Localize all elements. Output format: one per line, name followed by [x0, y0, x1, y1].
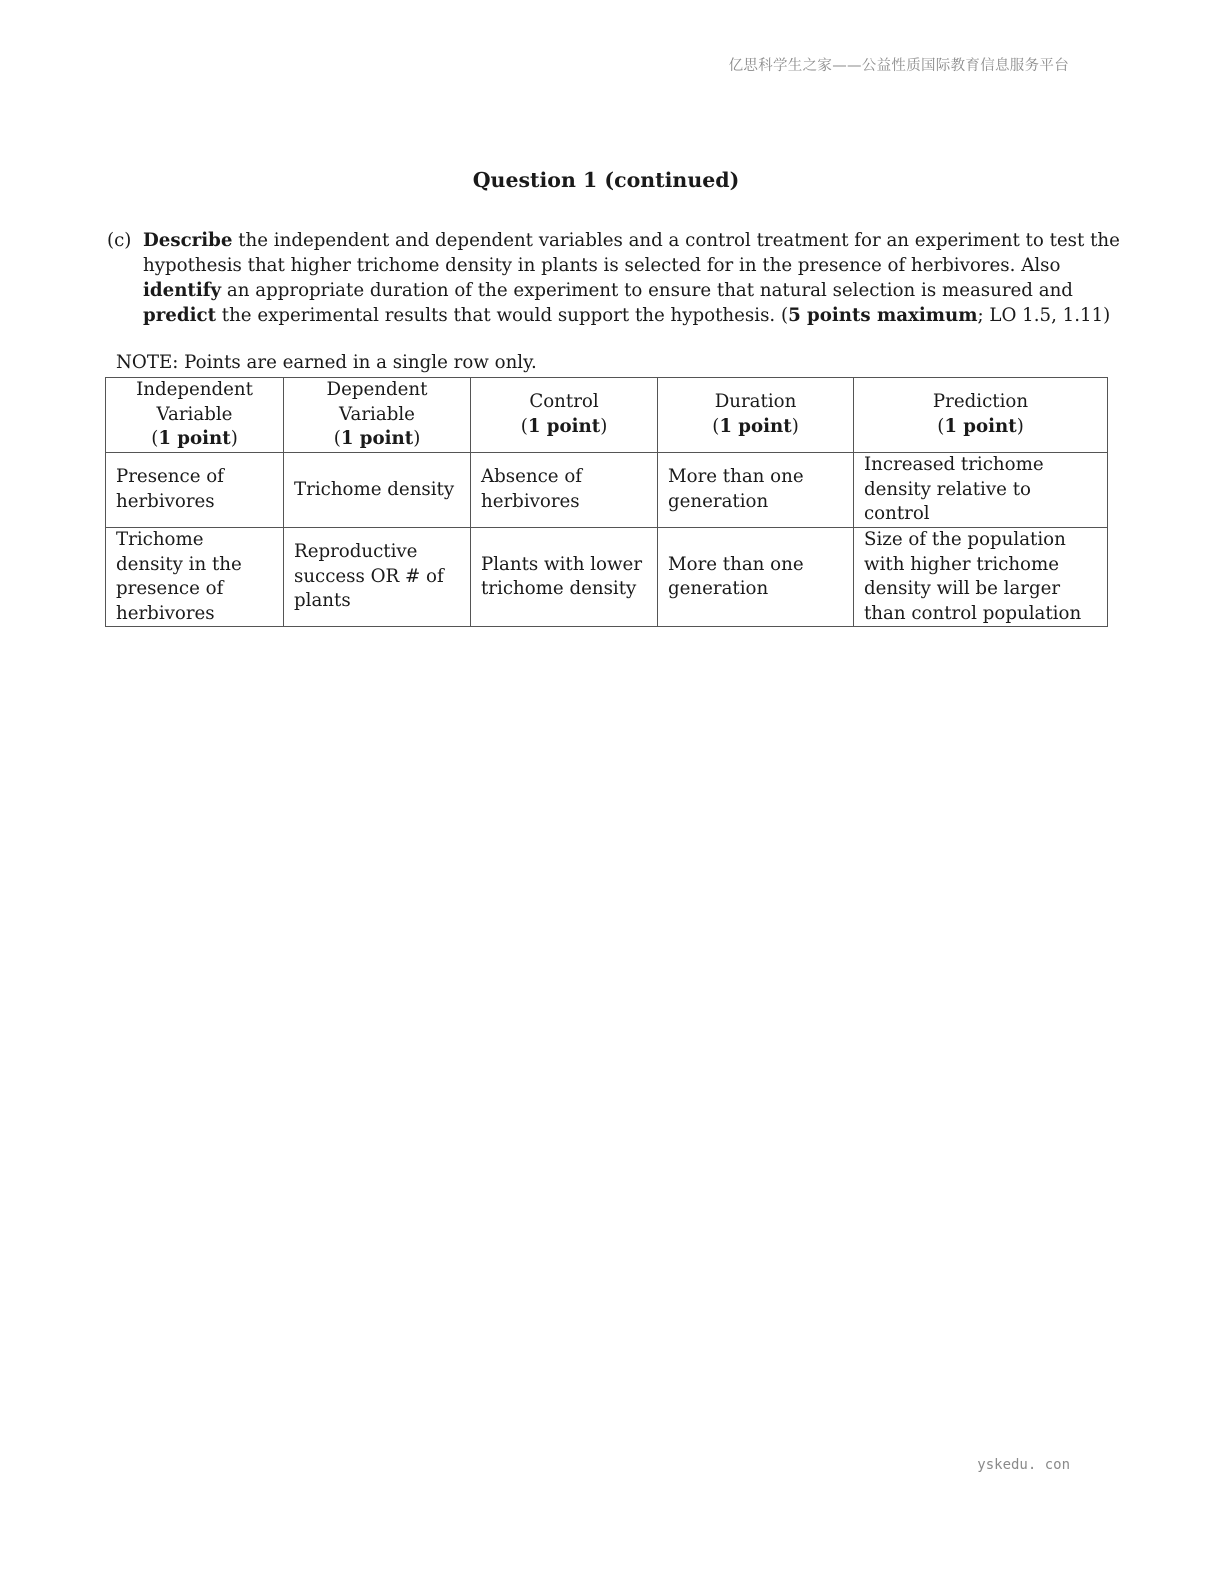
question-text-part3: the experimental results that would support the hypothesis. ( — [215, 305, 789, 326]
question-label: (c) — [107, 230, 132, 251]
verb-predict: predict — [143, 305, 216, 326]
table-cell: Absence of herbivores — [471, 453, 658, 528]
table-row — [106, 528, 1108, 627]
page-title: Question 1 (continued) — [472, 168, 740, 192]
header-line: Duration — [714, 391, 797, 413]
footer-watermark: yskedu. con — [977, 1457, 1070, 1473]
header-watermark: 亿思科学生之家——公益性质国际教育信息服务平台 — [728, 58, 1069, 74]
question-text-part1: the independent and dependent variables and a control treatment for an experiment to test the hypothesis that higher trichome density in plants is selected for in the presence of herbivores. Also — [143, 230, 1120, 276]
table-cell: Increased trichome density relative to control — [854, 453, 1108, 528]
header-prediction: Prediction (1 point) — [854, 378, 1108, 453]
header-line: Independent — [136, 379, 253, 401]
table-cell: Presence of herbivores — [106, 453, 284, 528]
header-line: Variable — [339, 403, 415, 425]
scoring-note: NOTE: Points are earned in a single row only. — [116, 352, 537, 373]
header-independent-variable: Independent Variable (1 point) — [106, 378, 284, 453]
header-points: 1 point — [719, 416, 792, 437]
table-cell: Size of the population with higher trichome density will be larger than control population — [854, 528, 1108, 627]
header-line: Variable — [156, 403, 233, 425]
question-text-part4: ; LO 1.5, 1.11) — [977, 305, 1111, 326]
header-points: 1 point — [340, 428, 414, 450]
header-line: Prediction — [932, 391, 1029, 413]
question-text — [143, 228, 1127, 328]
question-c — [107, 228, 1127, 328]
table-cell: Trichome density in the presence of herbivores — [106, 528, 284, 627]
points-maximum: 5 points maximum — [788, 305, 978, 326]
header-points: 1 point — [158, 428, 231, 450]
header-dependent-variable: Dependent Variable (1 point) — [284, 378, 471, 453]
header-duration: Duration (1 point) — [658, 378, 854, 453]
table-cell: More than one generation — [658, 453, 854, 528]
table-cell: More than one generation — [658, 528, 854, 627]
table-row — [106, 453, 1108, 528]
header-points: 1 point — [527, 416, 601, 437]
table-header-row — [106, 378, 1108, 453]
table-cell: Reproductive success OR # of plants — [284, 528, 471, 627]
header-points: 1 point — [944, 416, 1017, 437]
header-line: Control — [529, 391, 599, 413]
verb-identify: identify — [143, 280, 222, 301]
verb-describe: Describe — [143, 230, 233, 251]
scoring-table — [105, 377, 1108, 627]
question-text-part2: an appropriate duration of the experiment to ensure that natural selection is measured and — [221, 280, 1073, 301]
header-line: Dependent — [326, 379, 428, 401]
table-cell: Plants with lower trichome density — [471, 528, 658, 627]
table-cell: Trichome density — [284, 453, 471, 528]
header-control: Control (1 point) — [471, 378, 658, 453]
